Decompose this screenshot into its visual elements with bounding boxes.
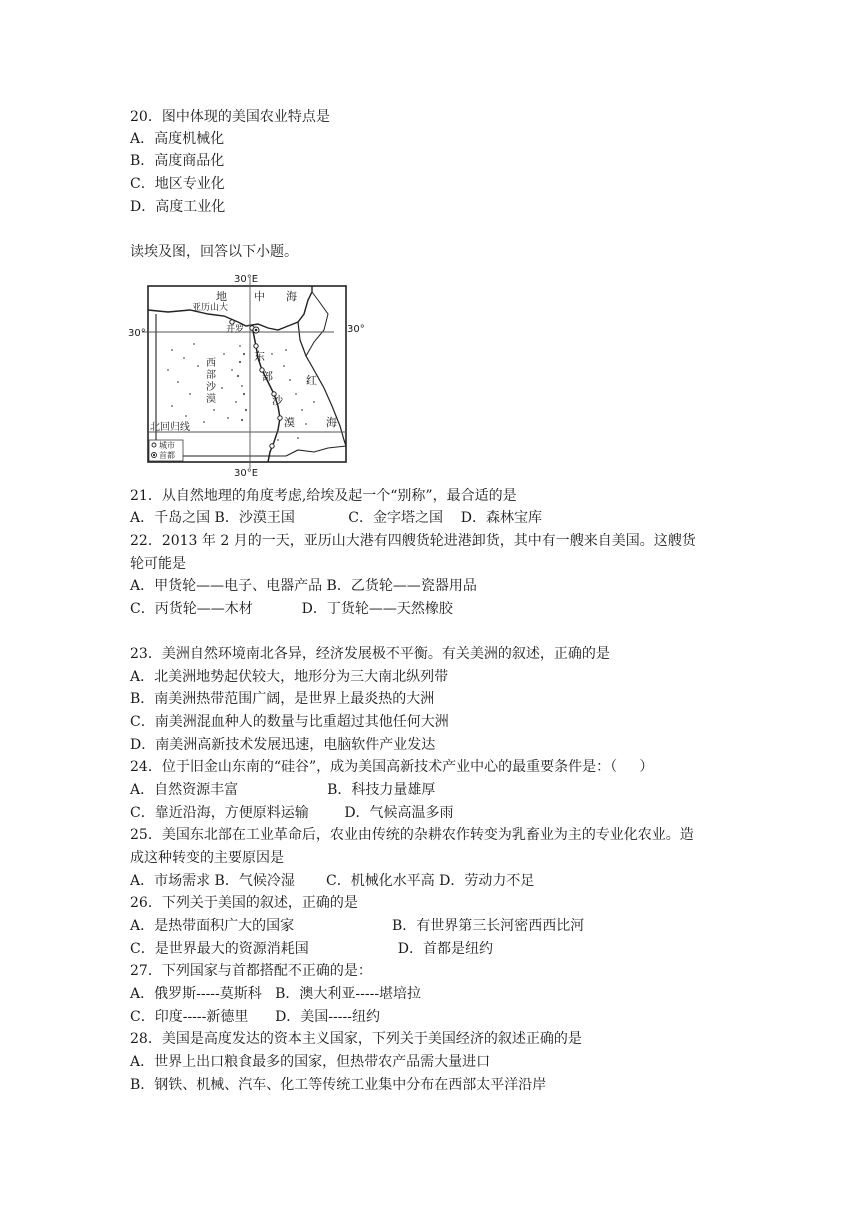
q27-options-line-2: C．印度-----新德里 D．美国-----纽约: [130, 1009, 380, 1025]
map-west-desert-label-3: 沙: [206, 382, 216, 393]
map-east-bu-label: 部: [262, 370, 273, 383]
q20-option-d: D．高度工业化: [130, 199, 226, 215]
q22-options-line-2: C．丙货轮——木材 D．丁货轮——天然橡胶: [130, 601, 453, 617]
map-lon-top-label: 30°E: [234, 274, 259, 285]
q21-stem: 21．从自然地理的角度考虑,给埃及起一个“别称”，最合适的是: [130, 488, 517, 504]
map-tropic-label: 北回归线: [150, 422, 190, 433]
q22-stem-line-1: 22．2013 年 2 月的一天，亚历山大港有四艘货轮进港卸货，其中有一艘来自美国。这艘货: [130, 533, 696, 549]
q20-option-c: C．地区专业化: [130, 176, 225, 192]
q27-stem: 27．下列国家与首都搭配不正确的是：: [130, 963, 372, 979]
q22-options-line-1: A．甲货轮——电子、电器产品 B．乙货轮——瓷器用品: [130, 578, 477, 594]
map-east-dong-label: 东: [254, 350, 265, 363]
map-east-sha-label: 沙: [272, 394, 283, 407]
q25-options: A．市场需求 B．气候冷湿 C．机械化水平高 D．劳动力不足: [130, 873, 535, 889]
q23-option-d: D．南美洲高新技术发展迅速，电脑软件产业发达: [130, 737, 436, 753]
q25-stem-line-1: 25．美国东北部在工业革命后，农业由传统的杂耕农作转变为乳畜业为主的专业化农业。造: [130, 827, 694, 843]
q24-options-line-1: A．自然资源丰富 B．科技力量雄厚: [130, 782, 436, 798]
q24-stem: 24．位于旧金山东南的“硅谷”，成为美国高新技术产业中心的最重要条件是：（ ）: [130, 759, 654, 775]
q26-options-line-2: C．是世界最大的资源消耗国 D．首都是纽约: [130, 941, 493, 957]
q24-options-line-2: C．靠近沿海，方便原料运输 D．气候高温多雨: [130, 805, 454, 821]
map-city-cairo-label: 开罗: [226, 325, 245, 335]
q22-stem-line-2: 轮可能是: [130, 556, 186, 572]
q20-option-b: B．高度商品化: [130, 153, 225, 169]
q25-stem-line-2: 成这种转变的主要原因是: [130, 850, 284, 866]
q23-option-a: A．北美洲地势起伏较大，地形分为三大南北纵列带: [130, 669, 449, 685]
q28-option-a: A．世界上出口粮食最多的国家，但热带农产品需大量进口: [130, 1054, 491, 1070]
map-sea-di-label: 地: [216, 290, 227, 303]
map-red-sea-hong-label: 红: [306, 374, 317, 387]
map-legend-capital-label: 首都: [159, 451, 175, 460]
q26-stem: 26．下列关于美国的叙述，正确的是: [130, 895, 358, 911]
map-sea-zhong-label: 中: [254, 290, 265, 303]
map-city-alexandria-label: 亚历山大: [192, 303, 229, 313]
map-sea-hai-label: 海: [286, 290, 297, 303]
q26-options-line-1: A．是热带面积广大的国家 B．有世界第三长河密西西比河: [130, 918, 585, 934]
map-east-mo-label: 漠: [284, 416, 295, 429]
q23-option-c: C．南美洲混血种人的数量与比重超过其他任何大洲: [130, 714, 449, 730]
map-lon-bottom-label: 30°E: [234, 468, 259, 478]
q23-option-b: B．南美洲热带范围广阔，是世界上最炎热的大洲: [130, 691, 435, 707]
map-lat-left-label: 30°: [128, 328, 146, 339]
map-lat-right-label: 30°: [347, 324, 365, 335]
map-legend-city-label: 城市: [159, 441, 175, 450]
map-west-desert-label-2: 部: [206, 370, 216, 381]
egypt-map: [128, 270, 368, 478]
q20-stem: 20．图中体现的美国农业特点是: [130, 109, 330, 125]
q23-stem: 23．美洲自然环境南北各异，经济发展极不平衡。有关美洲的叙述，正确的是: [130, 646, 610, 662]
q20-option-a: A．高度机械化: [130, 131, 225, 147]
map-west-desert-label-1: 西: [206, 358, 216, 369]
map-west-desert-label-4: 漠: [206, 394, 216, 405]
q28-option-b: B．钢铁、机械、汽车、化工等传统工业集中分布在西部太平洋沿岸: [130, 1077, 547, 1093]
q28-stem: 28．美国是高度发达的资本主义国家，下列关于美国经济的叙述正确的是: [130, 1031, 582, 1047]
map-intro: 读埃及图，回答以下小题。: [130, 244, 298, 260]
q27-options-line-1: A．俄罗斯-----莫斯科 B．澳大利亚-----堪培拉: [130, 986, 422, 1002]
map-red-sea-hai-label: 海: [326, 416, 337, 429]
q21-options: A．千岛之国 B．沙漠王国 C．金字塔之国 D．森林宝库: [130, 510, 542, 526]
